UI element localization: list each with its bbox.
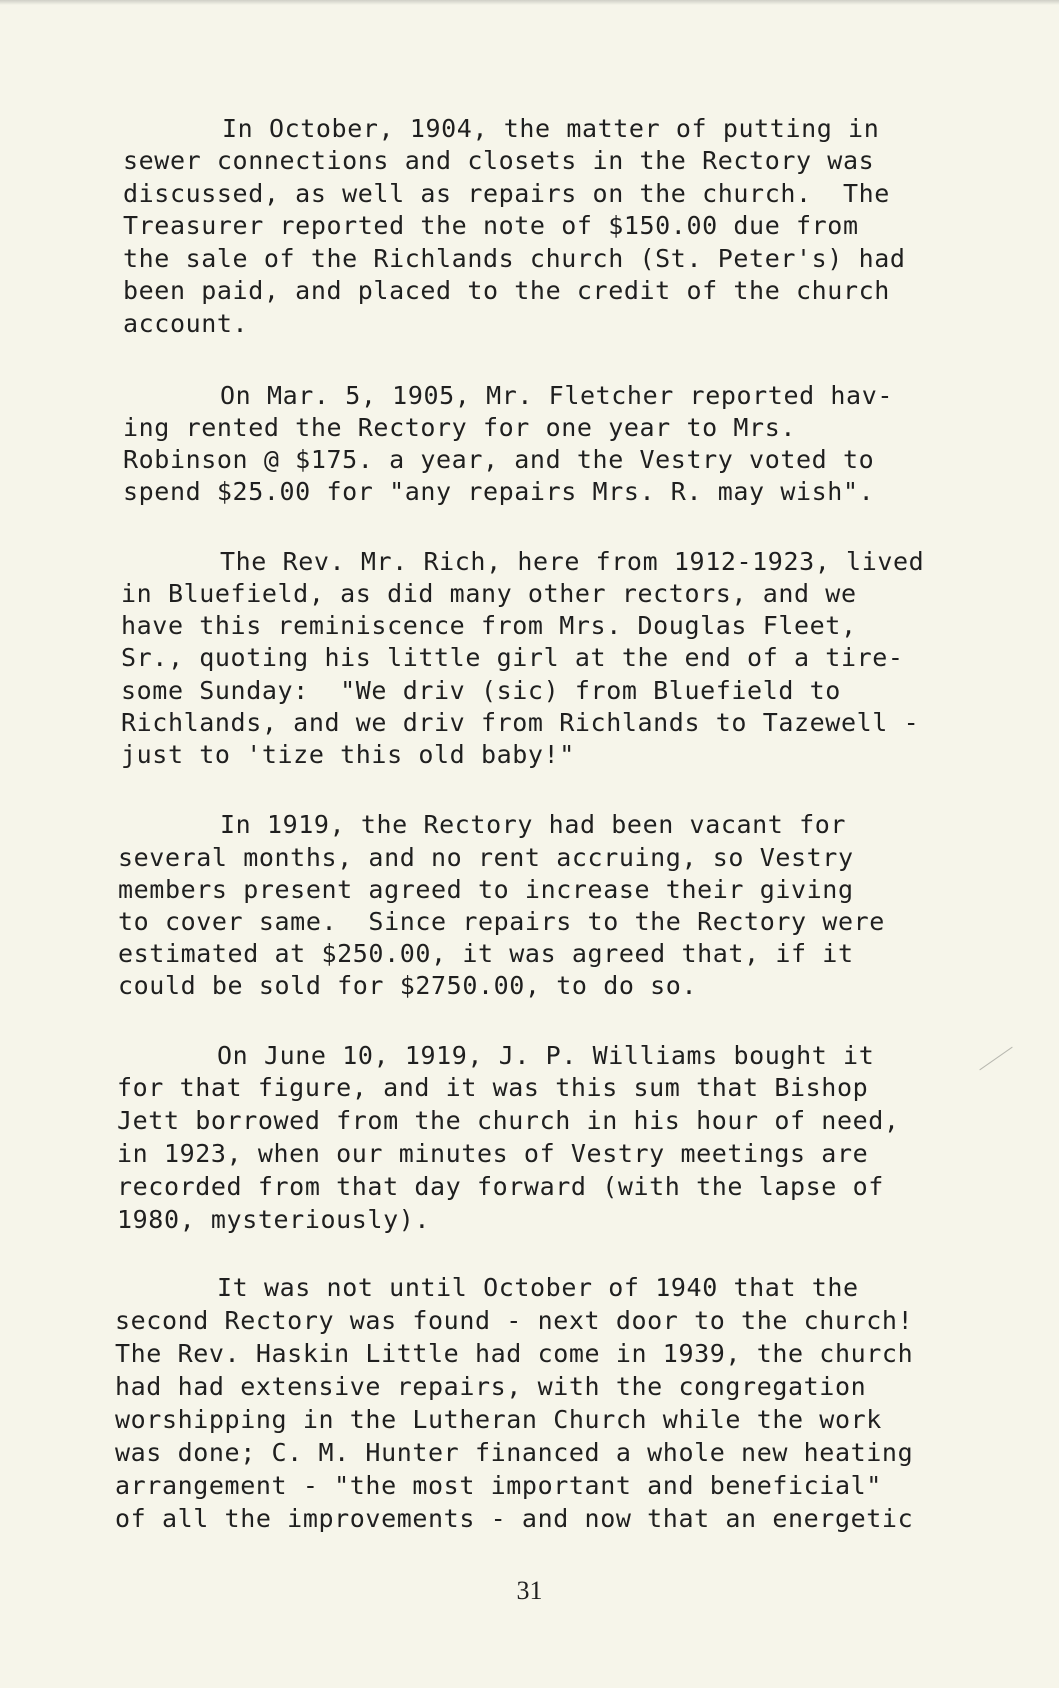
paragraph-6-line-1: It was not until October of 1940 that the (217, 1273, 859, 1302)
paragraph-2-line-1: On Mar. 5, 1905, Mr. Fletcher reported hav- (220, 381, 894, 410)
paragraph-6-line-4: had had extensive repairs, with the congregation (115, 1372, 867, 1401)
paragraph-1-line-7: account. (123, 309, 249, 338)
paragraph-1-line-4: Treasurer reported the note of $150.00 due from (123, 211, 859, 240)
paragraph-4-line-2: several months, and no rent accruing, so Vestry (118, 843, 854, 872)
paragraph-5-line-5: recorded from that day forward (with the lapse of (117, 1172, 884, 1201)
paragraph-6-line-7: arrangement - "the most important and beneficial" (115, 1471, 882, 1500)
paragraph-4-line-3: members present agreed to increase their giving (118, 875, 854, 904)
paragraph-6-line-8: of all the improvements - and now that an energetic (115, 1504, 914, 1533)
paragraph-3-line-5: some Sunday: "We driv (sic) from Bluefield to (121, 676, 841, 705)
paragraph-4-line-4: to cover same. Since repairs to the Rectory were (118, 907, 885, 936)
paragraph-5-line-3: Jett borrowed from the church in his hour of need, (117, 1106, 900, 1135)
paragraph-3-line-6: Richlands, and we driv from Richlands to Tazewell - (121, 708, 920, 737)
paragraph-6-line-2: second Rectory was found - next door to the church! (115, 1306, 914, 1335)
paragraph-5-line-1: On June 10, 1919, J. P. Williams bought it (217, 1041, 875, 1070)
paragraph-5-line-4: in 1923, when our minutes of Vestry meetings are (117, 1139, 869, 1168)
paragraph-5-line-2: for that figure, and it was this sum that Bishop (117, 1073, 869, 1102)
paragraph-1-line-2: sewer connections and closets in the Rectory was (123, 146, 875, 175)
paragraph-3-line-3: have this reminiscence from Mrs. Douglas Fleet, (121, 611, 857, 640)
paragraph-1-line-1: In October, 1904, the matter of putting in (222, 114, 880, 143)
paragraph-2-line-3: Robinson @ $175. a year, and the Vestry voted to (123, 445, 875, 474)
paragraph-1-line-5: the sale of the Richlands church (St. Peter's) had (123, 244, 906, 273)
paragraph-3-line-4: Sr., quoting his little girl at the end of a tire- (121, 643, 904, 672)
paragraph-6-line-3: The Rev. Haskin Little had come in 1939, the church (115, 1339, 914, 1368)
paragraph-2-line-4: spend $25.00 for "any repairs Mrs. R. may wish". (123, 477, 875, 506)
paragraph-4-line-1: In 1919, the Rectory had been vacant for (220, 810, 847, 839)
paragraph-2-line-2: ing rented the Rectory for one year to Mrs. (123, 413, 797, 442)
paragraph-1-line-3: discussed, as well as repairs on the church. The (123, 179, 890, 208)
paragraph-1-line-6: been paid, and placed to the credit of the church (123, 276, 890, 305)
paragraph-4-line-6: could be sold for $2750.00, to do so. (118, 971, 698, 1000)
paragraph-5-line-6: 1980, mysteriously). (117, 1205, 431, 1234)
paragraph-3-line-7: just to 'tize this old baby!" (121, 740, 575, 769)
page-number: 31 (516, 1576, 543, 1605)
paragraph-6-line-5: worshipping in the Lutheran Church while the work (115, 1405, 882, 1434)
paragraph-6-line-6: was done; C. M. Hunter financed a whole new heating (115, 1438, 914, 1467)
paragraph-3-line-2: in Bluefield, as did many other rectors, and we (121, 579, 857, 608)
paragraph-3-line-1: The Rev. Mr. Rich, here from 1912-1923, lived (220, 547, 925, 576)
paragraph-4-line-5: estimated at $250.00, it was agreed that, if it (118, 939, 854, 968)
